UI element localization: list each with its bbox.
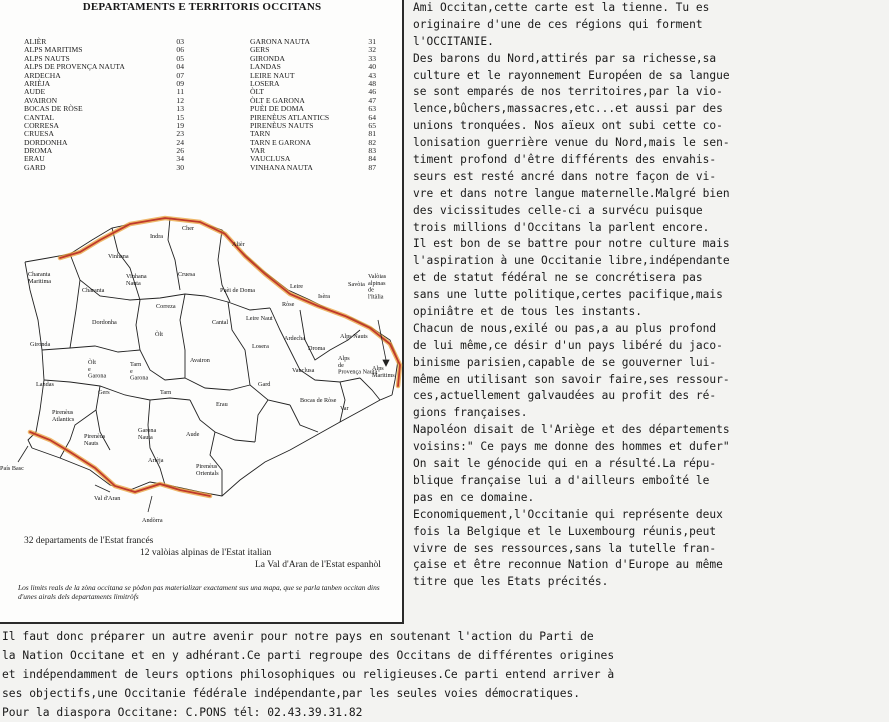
map-label-alps-nauts: Alps Nauts bbox=[340, 333, 368, 340]
map-label-vinhana-nauta: Vinhana Nauta bbox=[126, 273, 147, 287]
department-name: GIRONDA bbox=[250, 53, 286, 63]
department-name: VAR bbox=[250, 146, 266, 156]
department-row bbox=[250, 164, 376, 172]
department-code: 47 bbox=[368, 95, 376, 105]
department-name: ÒLT bbox=[250, 87, 265, 97]
department-code: 81 bbox=[368, 129, 376, 139]
departments-title: DEPARTAMENTS E TERRITORIS OCCITANS bbox=[82, 1, 322, 13]
map-label-ardecha: Ardecha bbox=[284, 335, 305, 342]
department-code: 05 bbox=[176, 53, 184, 63]
letter-line: binisme parisien,capable de se gouverner lui- bbox=[413, 355, 717, 369]
department-name: ARDECHA bbox=[24, 70, 61, 80]
departments-list-col1 bbox=[24, 38, 184, 172]
map-footnote-line: Los limits reals de la zòna occitana se pòdon pas materializar exactament sus una mapa, que se parla tanben occitan dins bbox=[18, 583, 380, 592]
letter-line: culture et le rayonnement Européen de sa langue bbox=[413, 68, 730, 82]
department-code: 09 bbox=[176, 78, 184, 88]
department-code: 34 bbox=[176, 154, 184, 164]
department-name: CORRESA bbox=[24, 120, 60, 130]
letter-line: originaire d'une de ces régions qui forment bbox=[413, 17, 703, 31]
map-label-andorra: Andòrra bbox=[142, 517, 163, 524]
letter-line: gions françaises. bbox=[413, 406, 528, 420]
map-label-gers: Gers bbox=[98, 389, 110, 396]
letter-line: titre que les Etats précités. bbox=[413, 575, 609, 589]
bottom-line: et indépendamment de leurs options philosophiques ou religieuses.Ce parti entend arriver à bbox=[2, 668, 615, 681]
letter-line: des vicissitudes celle-ci a survécu puisque bbox=[413, 203, 703, 217]
letter-line: pas en ce domaine. bbox=[413, 490, 535, 504]
map-label-vauclusa: Vauclusa bbox=[292, 367, 315, 374]
map-footnote bbox=[18, 584, 398, 601]
letter-line: lonisation guerrière venue du Nord,mais le sen- bbox=[413, 136, 730, 150]
department-code: 43 bbox=[368, 70, 376, 80]
map-label-losera: Losera bbox=[252, 343, 269, 350]
map-label-pais-basc: País Basc bbox=[0, 465, 24, 472]
caption-french-departments: 32 departaments de l'Estat francés bbox=[24, 536, 154, 546]
map-label-alps-maritims: Alps Maritims bbox=[372, 365, 395, 379]
map-label-pireneus-nauts: Pirenèus Nauts bbox=[84, 433, 106, 447]
map-label-pireneus-atlantics: Pirenèus Atlantics bbox=[52, 409, 75, 423]
map-label-var: Var bbox=[340, 405, 349, 412]
department-code: 19 bbox=[176, 120, 184, 130]
department-name: ERAU bbox=[24, 154, 45, 164]
letter-line: sans une lutte politique,certes pacifique,mais bbox=[413, 288, 723, 302]
letter-line: trois millions d'Occitans la parlent encore. bbox=[413, 220, 710, 234]
department-name: VINHANA NAUTA bbox=[250, 162, 313, 172]
department-code: 82 bbox=[368, 137, 376, 147]
bottom-line: la Nation Occitane et en y adhérant.Ce parti regroupe des Occitans de différentes origines bbox=[2, 649, 615, 662]
map-label-cher: Cher bbox=[182, 225, 195, 232]
department-code: 13 bbox=[176, 104, 184, 114]
letter-line: Il est bon de se battre pour notre culture mais bbox=[413, 237, 730, 251]
caption-val-aran: La Val d'Aran de l'Estat espanhòl bbox=[255, 560, 381, 570]
map-label-charanta: Charanta bbox=[82, 287, 105, 294]
department-name: AVAIRON bbox=[24, 95, 58, 105]
department-row bbox=[24, 147, 184, 155]
letter-line: voisins:" Ce pays me donne des hommes et dufer" bbox=[413, 440, 730, 454]
map-label-gard: Gard bbox=[258, 381, 271, 388]
letter-body bbox=[413, 0, 889, 591]
bottom-line: ses objectifs,une Occitanie fédérale indépendante,par les seules voies démocratiques. bbox=[2, 687, 581, 700]
department-row bbox=[24, 80, 184, 88]
department-code: 63 bbox=[368, 104, 376, 114]
department-name: DROMA bbox=[24, 146, 53, 156]
letter-line: ces,actuellement galvaudées au profit des ré- bbox=[413, 389, 717, 403]
map-label-pireneus-orientals: Pirenèus Orientals bbox=[196, 463, 219, 477]
map-label-tarn-garona: Tarn e Garona bbox=[130, 361, 149, 382]
map-label-valosias: Valòias alpinas de l'Itàlia bbox=[368, 273, 387, 301]
department-row bbox=[250, 139, 376, 147]
departments-list-col2 bbox=[250, 38, 376, 172]
map-label-alier: Alièr bbox=[232, 241, 245, 248]
map-label-leire-naut: Leire Naut bbox=[246, 315, 273, 322]
letter-line: fois la Belgique et le Luxembourg réunis,peut bbox=[413, 524, 717, 538]
map-label-val-aran: Val d'Aran bbox=[94, 495, 121, 502]
department-name: BOCAS DE RÒSE bbox=[24, 104, 83, 114]
department-name: ALPS DE PROVENÇA NAUTA bbox=[24, 62, 125, 72]
department-name: CRUESA bbox=[24, 129, 54, 139]
letter-line: Napoléon disait de l'Ariège et des départements bbox=[413, 423, 730, 437]
department-name: ALPS MARITIMS bbox=[24, 45, 83, 55]
department-code: 03 bbox=[176, 37, 184, 46]
map-label-cruesa: Cruesa bbox=[178, 271, 196, 278]
bottom-line: Il faut donc préparer un autre avenir pour notre pays en soutenant l'action du Parti de bbox=[2, 630, 594, 643]
department-name: ALIÈR bbox=[24, 37, 47, 46]
letter-line: et de statut fédéral ne se concrétisera pas bbox=[413, 271, 703, 285]
map-label-correza: Correza bbox=[156, 303, 176, 310]
department-row bbox=[24, 164, 184, 172]
department-name: LANDAS bbox=[250, 62, 281, 72]
department-name: GARD bbox=[24, 162, 46, 172]
bottom-line: Pour la diaspora Occitane: C.PONS tél: 02.43.39.31.82 bbox=[2, 706, 363, 719]
letter-line: On sait le génocide qui en a résulté.La répu- bbox=[413, 457, 717, 471]
department-name: PUÈI DE DOMA bbox=[250, 104, 304, 114]
department-code: 07 bbox=[176, 70, 184, 80]
map-label-tarn: Tarn bbox=[160, 389, 172, 396]
department-name: AUDE bbox=[24, 87, 46, 97]
department-name: ARIÈJA bbox=[24, 78, 51, 88]
department-code: 65 bbox=[368, 120, 376, 130]
map-label-cantal: Cantal bbox=[212, 319, 229, 326]
map-label-savoia: Savòia bbox=[348, 281, 365, 288]
letter-line: de lui même,ce désir d'un pays libéré du jaco- bbox=[413, 338, 723, 352]
bottom-paragraph bbox=[2, 627, 889, 722]
department-name: VAUCLUSA bbox=[250, 154, 291, 164]
letter-line: Chacun de nous,exilé ou pas,a au plus profond bbox=[413, 321, 717, 335]
department-name: ÒLT E GARONA bbox=[250, 95, 305, 105]
department-name: TARN E GARONA bbox=[250, 137, 311, 147]
letter-line: l'aspiration à une Occitanie libre,indépendante bbox=[413, 254, 730, 268]
map-label-charanta-maritima: Charanta Maritima bbox=[28, 271, 52, 285]
map-label-vinhana: Vinhana bbox=[108, 253, 129, 260]
map-label-dordonha: Dordonha bbox=[92, 319, 117, 326]
letter-line: Economiquement,l'Occitanie qui représente deux bbox=[413, 507, 723, 521]
map-label-bocas: Bocas de Ròse bbox=[300, 397, 337, 404]
map-label-olt: Òlt bbox=[155, 331, 163, 338]
department-code: 04 bbox=[176, 62, 184, 72]
map-footnote-line: d'unes airals dels departaments limitròfs bbox=[18, 591, 139, 601]
map-label-landas: Landas bbox=[36, 381, 54, 388]
map-label-puei: Puèi de Doma bbox=[220, 287, 256, 294]
department-code: 83 bbox=[368, 146, 376, 156]
map-panel bbox=[0, 0, 404, 624]
letter-line: opiniâtre et de tous les instants. bbox=[413, 305, 643, 319]
letter-line: çaise et être reconnue Nation d'Europe au même bbox=[413, 558, 723, 572]
letter-line: blique française lui a d'ailleurs emboîté le bbox=[413, 473, 710, 487]
department-name: LOSERA bbox=[250, 78, 280, 88]
map-label-olt-garona: Òlt e Garona bbox=[88, 359, 107, 380]
caption-italian-valleys: 12 valòias alpinas de l'Estat italian bbox=[140, 548, 272, 558]
map-label-alps-provenca: Alps de Provença Nauta bbox=[338, 355, 378, 376]
letter-line: vivre de ses ressources,sans la tutelle fran- bbox=[413, 541, 717, 555]
department-name: TARN bbox=[250, 129, 271, 139]
letter-line: même en utilisant son savoir faire,ses ressour- bbox=[413, 372, 730, 386]
map-label-erau: Erau bbox=[216, 401, 228, 408]
department-code: 46 bbox=[368, 87, 376, 97]
letter-line: timent profond d'être différents des envahis- bbox=[413, 153, 717, 167]
occitania-map bbox=[0, 200, 404, 530]
department-name: PIRENÈUS NAUTS bbox=[250, 120, 314, 130]
department-code: 87 bbox=[368, 162, 376, 172]
department-code: 30 bbox=[176, 162, 184, 172]
department-name: ALPS NAUTS bbox=[24, 53, 70, 63]
letter-line: unions tronquées. Nos aïeux ont subi cette co- bbox=[413, 119, 723, 133]
map-label-garona-nauta: Garona Nauta bbox=[138, 427, 157, 441]
department-code: 26 bbox=[176, 146, 184, 156]
map-label-gironda: Gironda bbox=[30, 341, 51, 348]
map-label-rose: Ròse bbox=[282, 301, 295, 308]
department-code: 64 bbox=[368, 112, 376, 122]
department-row bbox=[24, 155, 184, 163]
department-code: 23 bbox=[176, 129, 184, 139]
map-label-indra: Indra bbox=[150, 233, 164, 240]
department-name: GERS bbox=[250, 45, 270, 55]
map-label-avairon: Avairon bbox=[190, 357, 210, 364]
letter-line: vre et dans notre langue maternelle.Malgré bien bbox=[413, 186, 730, 200]
letter-line: Ami Occitan,cette carte est la tienne. Tu es bbox=[413, 1, 710, 14]
department-code: 15 bbox=[176, 112, 184, 122]
letter-line: Des barons du Nord,attirés par sa richesse,sa bbox=[413, 51, 717, 65]
letter-line: lence,bûchers,massacres,etc...et aussi par des bbox=[413, 102, 723, 116]
department-code: 11 bbox=[176, 87, 184, 97]
department-code: 06 bbox=[176, 45, 184, 55]
map-label-droma: Droma bbox=[308, 345, 326, 352]
department-code: 48 bbox=[368, 78, 376, 88]
letter-line: se sont emparés de nos territoires,par la vio- bbox=[413, 85, 723, 99]
department-row bbox=[250, 80, 376, 88]
map-label-aude: Aude bbox=[186, 431, 200, 438]
department-code: 33 bbox=[368, 53, 376, 63]
department-name: GARONA NAUTA bbox=[250, 37, 310, 46]
department-code: 31 bbox=[368, 37, 376, 46]
department-code: 40 bbox=[368, 62, 376, 72]
department-name: PIRENÈUS ATLANTICS bbox=[250, 112, 330, 122]
department-name: LEIRE NAUT bbox=[250, 70, 295, 80]
map-label-arieja: Arièja bbox=[148, 457, 164, 464]
department-code: 24 bbox=[176, 137, 184, 147]
department-code: 84 bbox=[368, 154, 376, 164]
department-code: 12 bbox=[176, 95, 184, 105]
department-code: 32 bbox=[368, 45, 376, 55]
map-label-isera: Isèra bbox=[318, 293, 331, 300]
department-name: DORDONHA bbox=[24, 137, 68, 147]
letter-line: seurs est resté ancré dans notre façon de vi- bbox=[413, 169, 717, 183]
letter-line: l'OCCITANIE. bbox=[413, 34, 494, 48]
department-name: CANTAL bbox=[24, 112, 55, 122]
map-label-leire: Leire bbox=[290, 283, 304, 290]
